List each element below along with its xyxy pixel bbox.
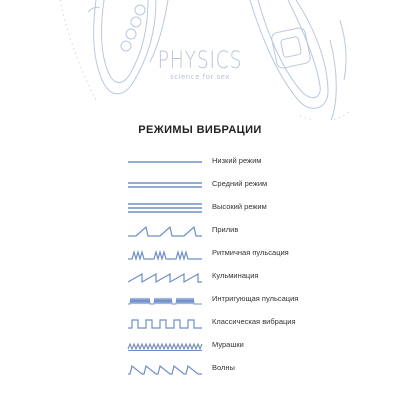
mode-label: Прилив: [212, 225, 239, 234]
mode-row-high: [126, 199, 326, 217]
intriguing-pulse-pattern-icon: [126, 291, 204, 309]
sawtooth-rise-pattern-icon: [126, 268, 204, 286]
wave-ramps-pattern-icon: [126, 360, 204, 378]
section-title: РЕЖИМЫ ВИБРАЦИИ: [138, 124, 262, 136]
mode-row-intriguing-pulse: [126, 291, 326, 309]
brand-tagline: science for sex: [170, 73, 230, 81]
single-line-pattern-icon: [126, 153, 204, 171]
wave-rise-pattern-icon: [126, 222, 204, 240]
square-wave-pattern-icon: [126, 314, 204, 332]
brand-logo: [0, 46, 400, 81]
mode-row-goosebumps: [126, 337, 326, 355]
mode-label: Классическая вибрация: [212, 317, 296, 326]
triple-line-pattern-icon: [126, 199, 204, 217]
mode-row-waves: [126, 360, 326, 378]
mode-row-low: [126, 153, 326, 171]
mode-label: Мурашки: [212, 340, 244, 349]
mode-row-culmination: [126, 268, 326, 286]
mode-label: Средний режим: [212, 179, 268, 188]
mode-row-rhythmic-pulse: [126, 245, 326, 263]
brand-name: PHYSICS: [157, 46, 243, 74]
mode-row-tide: [126, 222, 326, 240]
rhythmic-pulse-pattern-icon: [126, 245, 204, 263]
fine-zigzag-pattern-icon: [126, 337, 204, 355]
mode-label: Интригующая пульсация: [212, 294, 299, 303]
double-line-pattern-icon: [126, 176, 204, 194]
mode-label: Низкий режим: [212, 156, 262, 165]
mode-label: Ритмичная пульсация: [212, 248, 289, 257]
mode-row-classic-vibration: [126, 314, 326, 332]
mode-label: Волны: [212, 363, 235, 372]
mode-label: Высокий режим: [212, 202, 267, 211]
mode-label: Кульминация: [212, 271, 259, 280]
mode-row-medium: [126, 176, 326, 194]
